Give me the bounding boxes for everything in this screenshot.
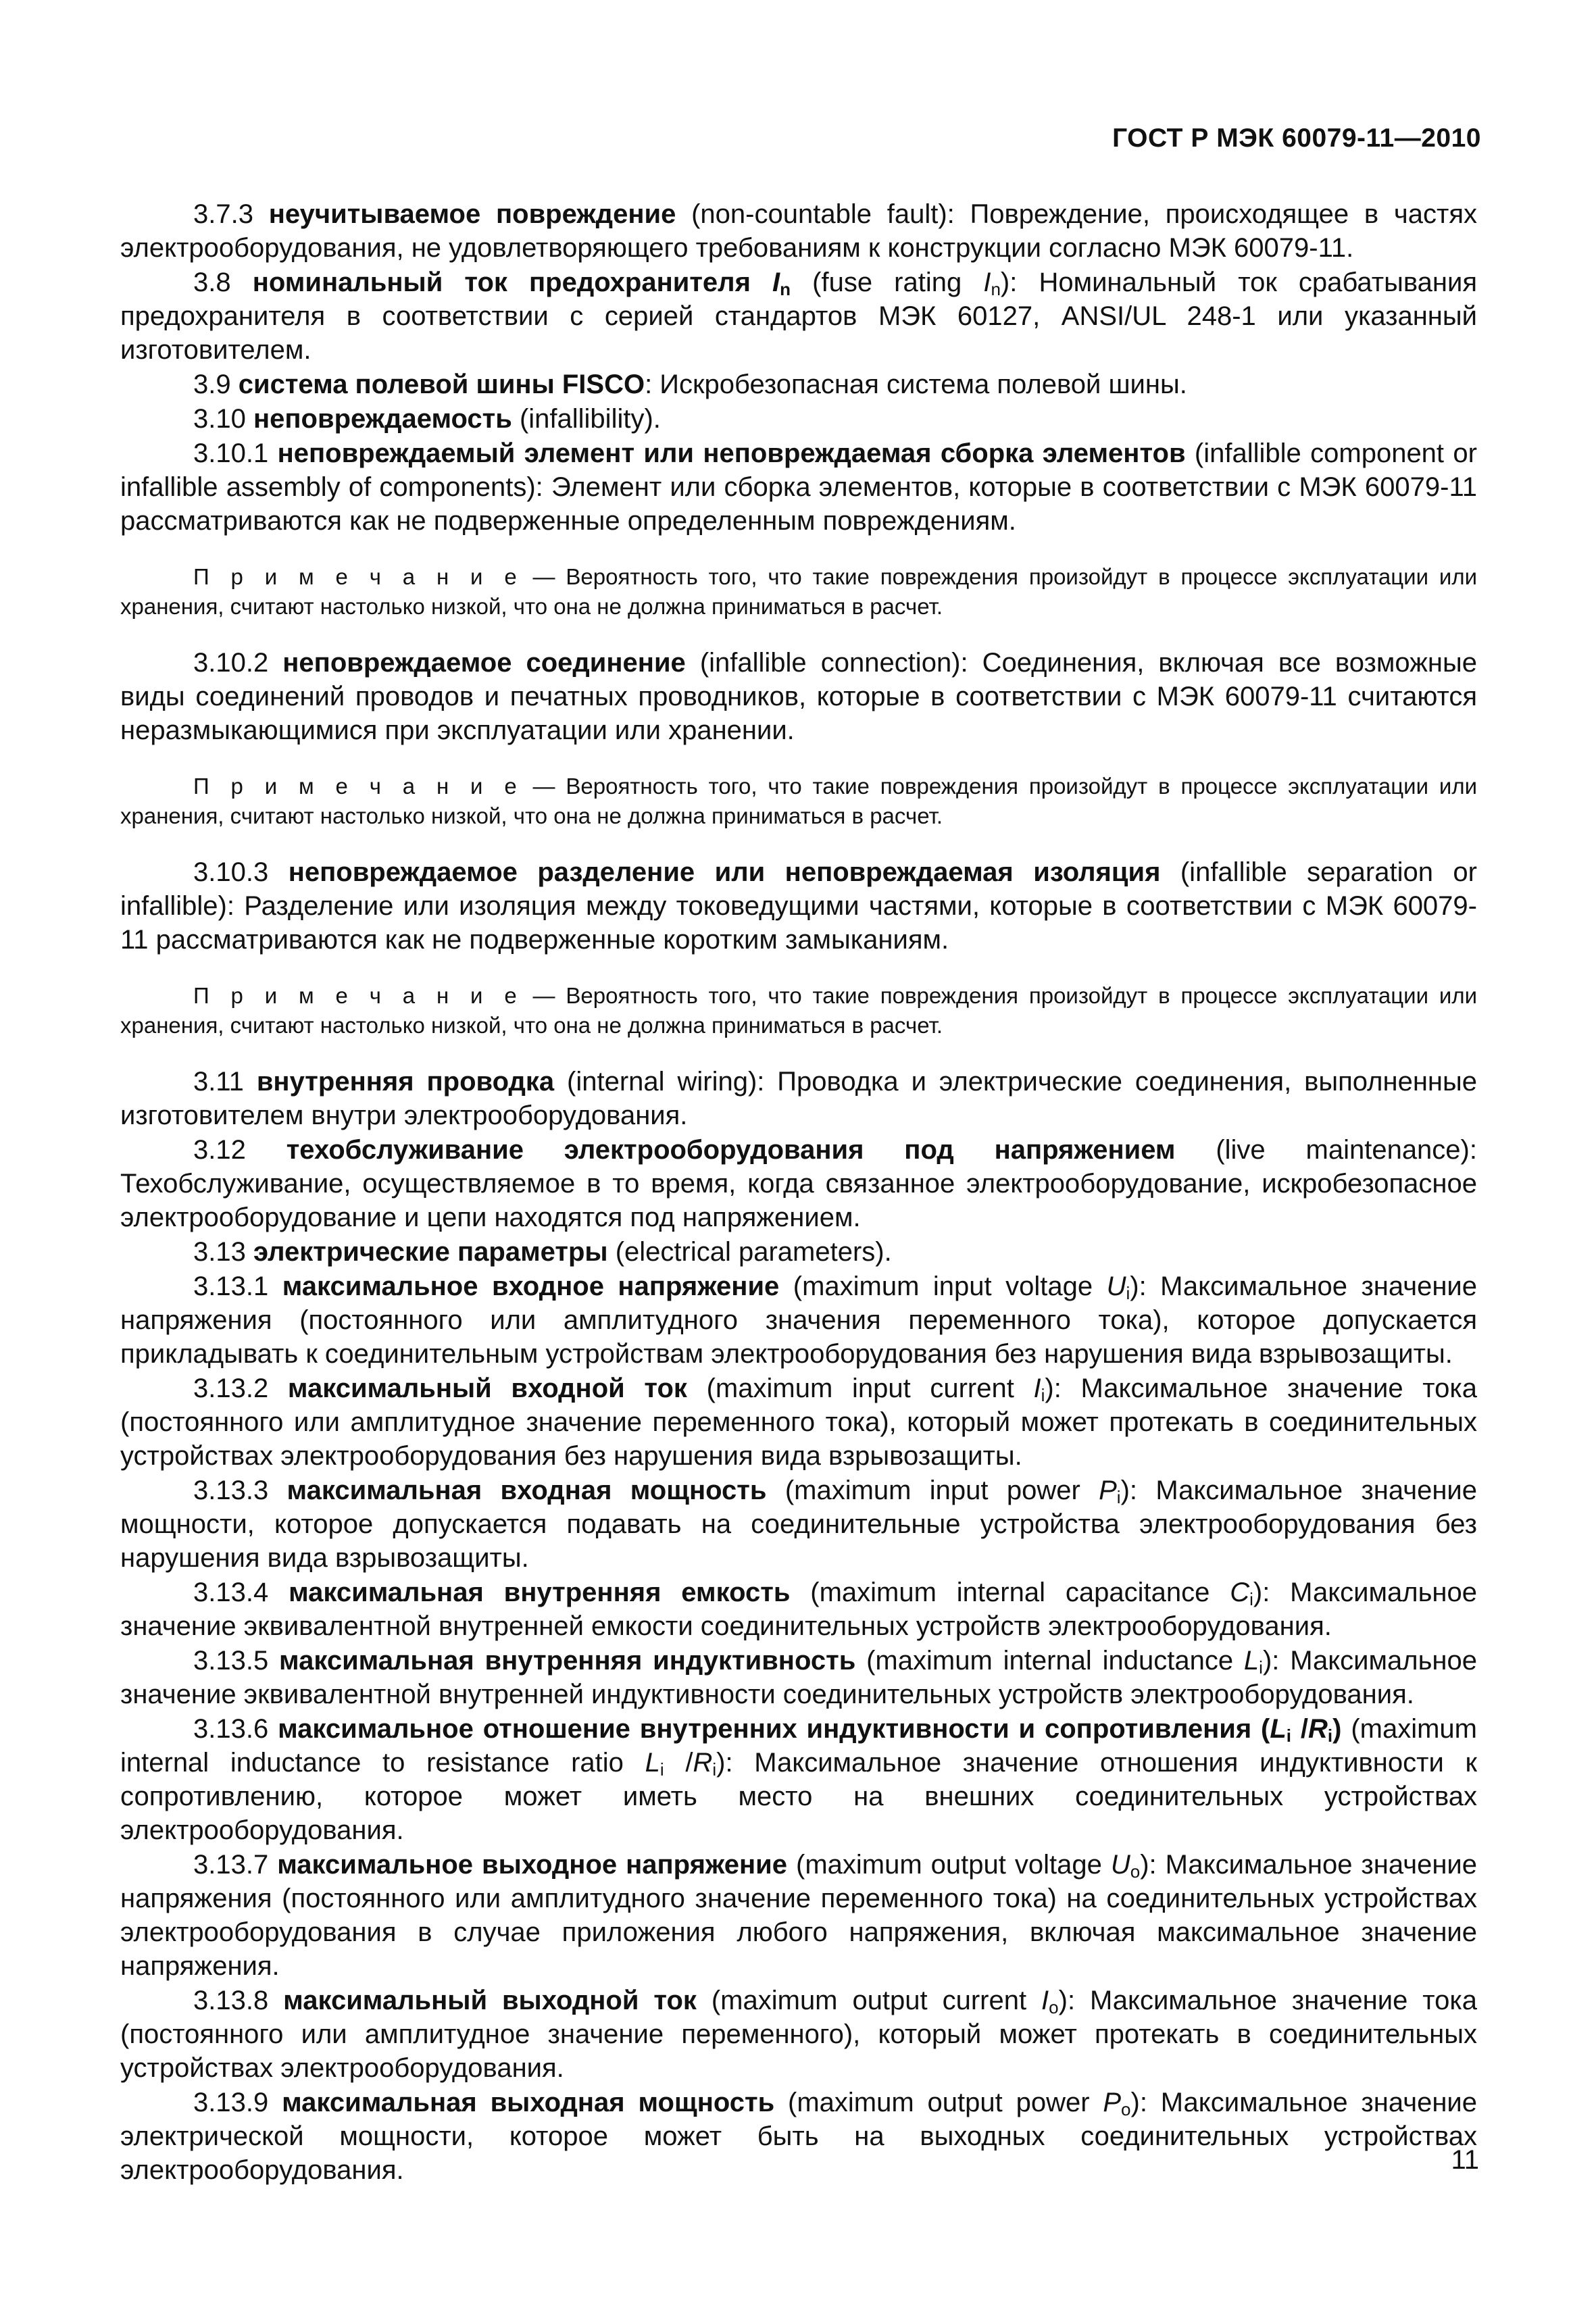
definition-text: (maximum output power (774, 2088, 1103, 2117)
definition-text: (maximum input power (766, 1476, 1099, 1505)
clause-number: 3.12 (193, 1135, 246, 1165)
definition-text: (fuse rating (791, 268, 984, 297)
ratio-slash: / (664, 1748, 693, 1778)
term: неповреждаемый элемент или неповреждаемая сборка элементов (277, 438, 1186, 468)
clause-number: 3.11 (193, 1067, 244, 1097)
symbol: U (1110, 1850, 1130, 1880)
term: максимальная внутренняя индуктивность (279, 1646, 856, 1676)
definition-text: (live maintenance): Техобслуживание, осуществляемое в то время, когда связанное электрооборудование, искробезопасное электрооборудование и цепи находятся под напряжением. (120, 1135, 1477, 1232)
definition-text: (non-countable fault): Повреждение, происходящее в частях электрооборудования, не удовлетворяющего требованиям к конструкции согласно МЭК 60079-11. (120, 199, 1477, 263)
note-text: — Вероятность того, что такие повреждения произойдут в процессе эксплуатации или хранения, считают настолько низкой, что она не должна приниматься в расчет. (120, 774, 1478, 828)
symbol-subscript: o (1121, 2099, 1131, 2119)
definition-text: (infallible connection): Соединения, включая все возможные виды соединений проводов и печатных проводников, которые в соответствии с МЭК 60079-11 считаются неразмыкающимися при эксплуатации или хранении. (120, 648, 1477, 745)
definition-text: ): Максимальное значение напряжения (постоянного или амплитудного значения переменного тока), которое допускается прикладывать к соединительным устройствам электрооборудования без нарушения вида взрывозащиты. (120, 1272, 1478, 1369)
definition-text: (maximum internal inductance to resistance ratio (120, 1714, 1477, 1778)
term: внутренняя проводка (256, 1067, 555, 1097)
symbol-subscript: o (1049, 1997, 1059, 2017)
definition-text: (maximum input voltage (779, 1272, 1107, 1301)
term: максимальное входное напряжение (282, 1272, 780, 1301)
symbol: U (1106, 1272, 1126, 1301)
paragraph-3-13-5 (120, 1644, 1477, 1711)
definition-text: (maximum input current (687, 1374, 1034, 1403)
term: неповреждаемое разделение или неповреждаемая изоляция (288, 857, 1161, 887)
symbol: P (1103, 2088, 1122, 2117)
paragraph-3-10-3 (120, 855, 1477, 957)
clause-number: 3.13.6 (193, 1714, 269, 1744)
paragraph-3-13-1 (120, 1269, 1477, 1371)
paragraph-3-13-8 (120, 1984, 1477, 2085)
note-label: П р и м е ч а н и е (193, 564, 522, 589)
definition-text: (infallible component or infallible assembly of components): Элемент или сборка элементов, которые в соответствии с МЭК 60079-11 рассматриваются как не подверженные определенным повреждениям. (120, 438, 1477, 536)
clause-number: 3.7.3 (193, 199, 253, 229)
definition-text: (maximum output current (696, 1986, 1042, 2015)
paragraph-3-8 (120, 266, 1477, 367)
note-text: — Вероятность того, что такие повреждения произойдут в процессе эксплуатации или хранения, считают настолько низкой, что она не должна приниматься в расчет. (120, 983, 1478, 1038)
term: неповреждаемость (253, 404, 512, 434)
clause-number: 3.13.4 (193, 1578, 269, 1607)
definition-text: ): Максимальное значение тока (постоянного или амплитудное значение переменного), который может протекать в соединительных устройствах электрооборудования. (120, 1986, 1477, 2083)
clause-number: 3.13.1 (193, 1272, 269, 1301)
note-2 (120, 772, 1477, 831)
symbol-subscript: o (1130, 1861, 1141, 1882)
clause-number: 3.13.2 (193, 1374, 269, 1403)
symbol-subscript: i (1116, 1487, 1121, 1507)
term: максимальный входной ток (287, 1374, 687, 1403)
symbol: L (1243, 1646, 1260, 1676)
note-1 (120, 562, 1477, 622)
definition-text: ): Номинальный ток срабатывания предохранителя в соответствии с серией стандартов МЭК 60127, ANSI/UL 248-1 или указанный изготовителем. (120, 268, 1477, 365)
definition-text: (maximum internal inductance (855, 1646, 1244, 1676)
definition-text: : Искробезопасная система полевой шины. (645, 370, 1187, 399)
paragraph-3-12 (120, 1133, 1477, 1234)
definition-text: ): Максимальное значение мощности, которое допускается подавать на соединительные устройства электрооборудования без нарушения вида взрывозащиты. (120, 1476, 1478, 1573)
term: система полевой шины FISCO (238, 370, 645, 399)
definition-text: (maximum output voltage (787, 1850, 1111, 1880)
definition-text: ): Максимальное значение отношения индуктивности к сопротивлению, которое может иметь место на внешних соединительных устройствах электрооборудования. (120, 1748, 1477, 1845)
symbol-subscript: i (1286, 1726, 1292, 1746)
definition-text: (internal wiring): Проводка и электрические соединения, выполненные изготовителем внутри электрооборудования. (120, 1067, 1477, 1130)
definition-text: (maximum internal capacitance (790, 1578, 1230, 1607)
term: неповреждаемое соединение (282, 648, 686, 678)
clause-number: 3.13.3 (193, 1476, 269, 1505)
clause-number: 3.9 (193, 370, 231, 399)
symbol-subscript: n (780, 279, 791, 299)
paragraph-3-13-3 (120, 1474, 1477, 1575)
term: максимальный выходной ток (283, 1986, 697, 2015)
note-3 (120, 981, 1477, 1040)
symbol: I (1041, 1986, 1049, 2015)
paragraph-3-10 (120, 402, 1477, 436)
note-text: — Вероятность того, что такие повреждения произойдут в процессе эксплуатации или хранения, считают настолько низкой, что она не должна приниматься в расчет. (120, 564, 1478, 619)
ratio-slash: / (1291, 1714, 1309, 1744)
clause-number: 3.8 (193, 268, 231, 297)
document-body (120, 197, 1477, 2188)
term-end: ) (1332, 1714, 1342, 1744)
term: максимальное отношение внутренних индуктивности и сопротивления ( (278, 1714, 1270, 1744)
term: номинальный ток предохранителя (252, 268, 751, 297)
clause-number: 3.13 (193, 1237, 246, 1267)
symbol-subscript: i (1041, 1385, 1045, 1405)
clause-number: 3.13.9 (193, 2088, 269, 2117)
symbol: R (1308, 1714, 1328, 1744)
definition-text: ): Максимальное значение напряжения (постоянного или амплитудного значение переменного тока) на соединительных устройствах электрооборудования в случае приложения любого напряжения, включая максимальное значение напряжения. (120, 1850, 1477, 1981)
term: техобслуживание электрооборудования под напряжением (286, 1135, 1176, 1165)
document-code-header: ГОСТ Р МЭК 60079-11—2010 (1112, 124, 1481, 153)
symbol: C (1230, 1578, 1250, 1607)
term: максимальная внутренняя емкость (289, 1578, 791, 1607)
term: электрические параметры (253, 1237, 608, 1267)
paragraph-3-13 (120, 1235, 1477, 1269)
symbol-subscript: i (1249, 1589, 1253, 1609)
definition-text: ): Максимальное значение эквивалентной внутренней индуктивности соединительных устройств электрооборудования. (120, 1646, 1478, 1709)
paragraph-3-9 (120, 368, 1477, 401)
symbol: L (1270, 1714, 1287, 1744)
paragraph-3-11 (120, 1065, 1477, 1132)
symbol-subscript: i (659, 1759, 664, 1780)
paragraph-3-13-4 (120, 1576, 1477, 1643)
symbol-subscript: i (1126, 1283, 1130, 1303)
term: максимальная выходная мощность (282, 2088, 775, 2117)
paragraph-3-7-3 (120, 197, 1477, 265)
symbol-subscript: n (991, 279, 1001, 299)
symbol-subscript: i (1327, 1726, 1333, 1746)
definition-text: (infallible separation or infallible): Разделение или изоляция между токоведущими частями, которые в соответствии с МЭК 60079-11 рассматриваются как не подверженные коротким замыканиям. (120, 857, 1477, 955)
clause-number: 3.10.3 (193, 857, 269, 887)
symbol-subscript: i (1259, 1657, 1263, 1678)
term: максимальное выходное напряжение (277, 1850, 788, 1880)
symbol: I (1033, 1374, 1041, 1403)
note-label: П р и м е ч а н и е (193, 774, 522, 799)
page-number: 11 (1451, 2145, 1479, 2175)
symbol: R (693, 1748, 713, 1778)
term: максимальная входная мощность (286, 1476, 767, 1505)
clause-number: 3.13.5 (193, 1646, 269, 1676)
paragraph-3-10-1 (120, 436, 1477, 538)
clause-number: 3.10.2 (193, 648, 269, 678)
paragraph-3-13-9 (120, 2086, 1477, 2187)
paragraph-3-13-7 (120, 1848, 1477, 1983)
definition-text: ): Максимальное значение электрической мощности, которое может быть на выходных соединительных устройствах электрооборудования. (120, 2088, 1477, 2185)
term: неучитываемое повреждение (268, 199, 676, 229)
definition-text: ): Максимальное значение тока (постоянного или амплитудное значение переменного тока), который может протекать в соединительных устройствах электрооборудования без нарушения вида взрывозащиты. (120, 1374, 1477, 1471)
paragraph-3-13-6 (120, 1712, 1477, 1847)
definition-text: ): Максимальное значение эквивалентной внутренней емкости соединительных устройств электрооборудования. (120, 1578, 1477, 1641)
clause-number: 3.10 (193, 404, 246, 434)
clause-number: 3.13.8 (193, 1986, 269, 2015)
definition-text: (electrical parameters). (607, 1237, 892, 1267)
paragraph-3-13-2 (120, 1372, 1477, 1473)
symbol: P (1099, 1476, 1117, 1505)
symbol-subscript: i (712, 1759, 717, 1780)
symbol: I (983, 268, 991, 297)
note-label: П р и м е ч а н и е (193, 983, 522, 1008)
definition-text: (infallibility). (512, 404, 661, 434)
clause-number: 3.10.1 (193, 438, 269, 468)
clause-number: 3.13.7 (193, 1850, 269, 1880)
symbol: I (772, 268, 780, 297)
paragraph-3-10-2 (120, 646, 1477, 747)
symbol: L (645, 1748, 660, 1778)
